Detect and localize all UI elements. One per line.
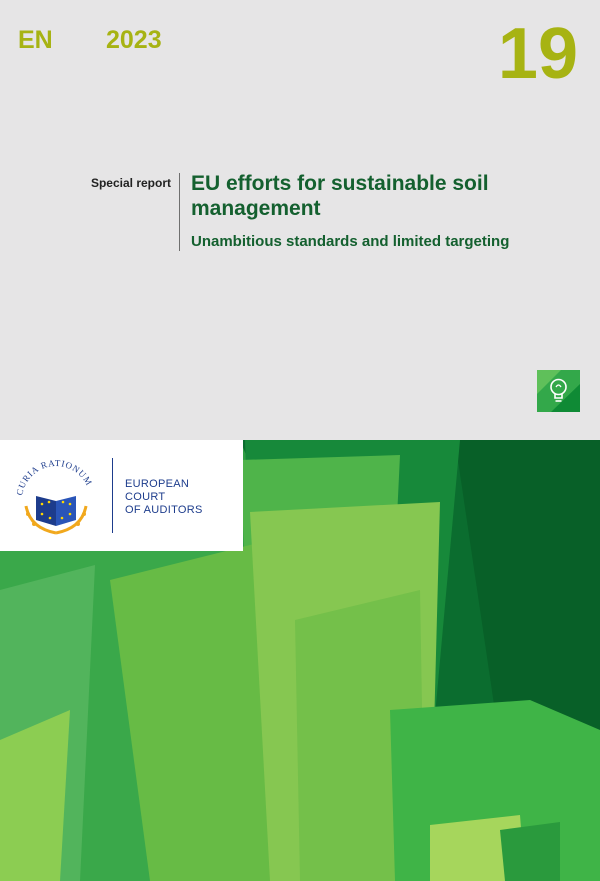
svg-text:CURIA RATIONUM	[14, 458, 94, 496]
institution-name-line: COURT	[125, 491, 166, 503]
court-seal-emblem	[12, 454, 100, 536]
title-divider	[179, 173, 180, 251]
institution-logo	[0, 440, 243, 551]
theme-badge	[537, 370, 580, 412]
institution-name-line: OF AUDITORS	[125, 504, 203, 516]
report-title: EU efforts for sustainable soil management	[191, 172, 489, 220]
institution-name-line: EUROPEAN	[125, 478, 190, 490]
report-subtitle: Unambitious standards and limited targeting	[191, 233, 510, 250]
report-number: 19	[497, 14, 578, 94]
institution-name	[125, 478, 203, 517]
publication-year: 2023	[106, 26, 162, 54]
cover-header	[0, 0, 600, 440]
language-code: EN	[18, 26, 53, 54]
seal-motto: CURIA RATIONUM	[14, 457, 95, 497]
logo-divider	[112, 458, 113, 533]
lightbulb-icon	[537, 370, 580, 412]
report-series-label: Special report	[90, 176, 171, 190]
